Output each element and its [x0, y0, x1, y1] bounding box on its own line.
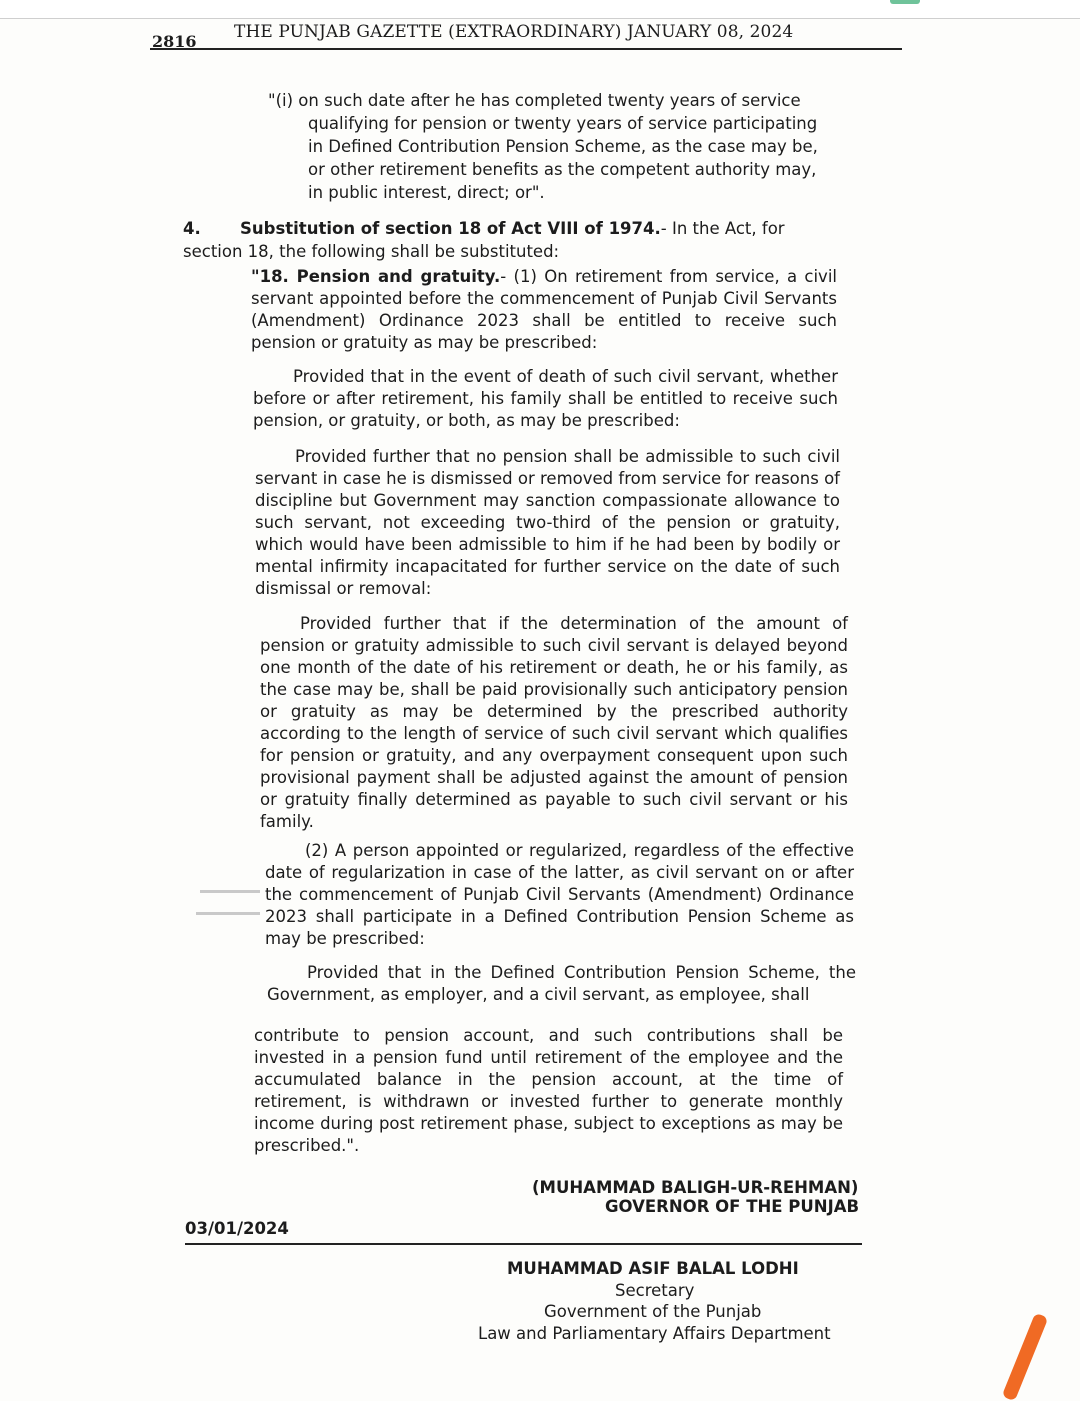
section-heading: Substitution of section 18 of Act VIII of 1974.: [240, 219, 661, 238]
gazette-title: THE PUNJAB GAZETTE (EXTRAORDINARY) JANUARY 08, 2024: [234, 22, 794, 42]
clause-i-line-2: qualifying for pension or twenty years of service participating: [308, 114, 818, 133]
proviso-dcps: Provided that in the Defined Contribution Pension Scheme, the Government, as employer, and a civil servant, as employee, shall: [267, 963, 856, 1004]
pension-gratuity-clause-1: [251, 266, 837, 354]
clause-i-line-3: in Defined Contribution Pension Scheme, as the case may be,: [308, 137, 818, 156]
section-number: 4.: [183, 219, 201, 238]
notification-date: 03/01/2024: [185, 1219, 289, 1238]
governor-title: GOVERNOR OF THE PUNJAB: [605, 1197, 860, 1216]
governor-name: (MUHAMMAD BALIGH-UR-REHMAN): [532, 1178, 859, 1197]
secretary-org: Government of the Punjab: [544, 1302, 762, 1321]
s18-heading: "18. Pension and gratuity.: [251, 267, 501, 286]
proviso-anticipatory: Provided further that if the determination of the amount of pension or gratuity admissible to such civil servant is delayed beyond one month of the date of his retirement or death, he or his family, as the case may be, shall be paid provisionally such anticipatory pension or gratuity as may be determined by the prescribed authority according to the length of service of such civil servant which qualifies for pension or gratuity, and any overpayment consequent upon such provisional payment shall be adjusted against the amount of pension or gratuity finally determined as payable to such civil servant or his family.: [260, 614, 848, 831]
s18-p1-text: - (1) On retirement from service, a civil servant appointed before the commencement of Punjab Civil Servants (Amendment) Ordinance 2023 shall be entitled to receive such pension or gratuity as may be prescribed:: [251, 267, 837, 352]
viewer-top-bar: [0, 0, 1080, 19]
viewer-tab-indicator: [890, 0, 920, 4]
clause-i-line-1: "(i) on such date after he has completed twenty years of service: [268, 91, 801, 110]
gazette-header: [150, 22, 902, 50]
dcps-continuation: contribute to pension account, and such contributions shall be invested in a pension fund until retirement of the employee and the accumulated balance in the pension account, at the time of retirement, is withdrawn or invested further to generate monthly income during post retirement phase, subject to exceptions as may be prescribed.".: [254, 1026, 843, 1155]
page-number: 2816: [152, 32, 197, 51]
pen-tip-decoration: [1002, 1313, 1049, 1401]
proviso-death: Provided that in the event of death of such civil servant, whether before or after retirement, his family shall be entitled to receive such pension, or gratuity, or both, as may be prescribed:: [253, 367, 838, 430]
section-4-line-2: section 18, the following shall be substituted:: [183, 242, 560, 261]
section-4-line-1: [183, 218, 785, 240]
scan-smudge: [196, 912, 260, 915]
clause-i-line-4: or other retirement benefits as the competent authority may,: [308, 160, 817, 179]
divider-rule: [185, 1243, 862, 1245]
secretary-dept: Law and Parliamentary Affairs Department: [478, 1324, 831, 1343]
secretary-title: Secretary: [615, 1281, 695, 1300]
secretary-name: MUHAMMAD ASIF BALAL LODHI: [507, 1259, 799, 1278]
section-intro: - In the Act, for: [660, 219, 785, 238]
proviso-dismissal: Provided further that no pension shall be admissible to such civil servant in case he is dismissed or removed from service for reasons of discipline but Government may sanction compassionate allowance to such servant, not exceeding two-third of the pension or gratuity, which would have been admissible to him if he had been by bodily or mental infirmity incapacitated for further service on the date of such dismissal or removal:: [255, 447, 840, 598]
subsection-2: (2) A person appointed or regularized, regardless of the effective date of regularization in case of the latter, as civil servant on or after the commencement of Punjab Civil Servants (Amendment) Ordinance 2023 shall participate in a Defined Contribution Pension Scheme as may be prescribed:: [265, 841, 854, 948]
scan-smudge: [200, 890, 260, 893]
clause-i-line-5: in public interest, direct; or".: [308, 183, 545, 202]
